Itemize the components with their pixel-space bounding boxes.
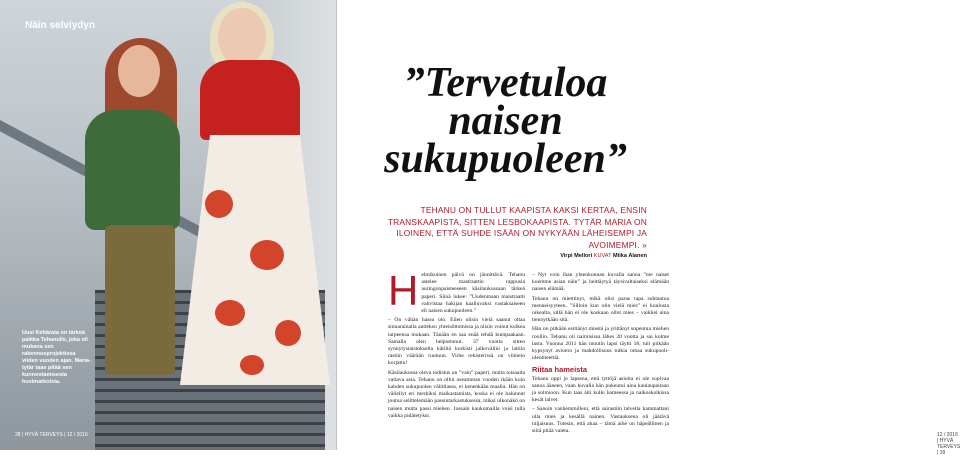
body-column-1	[388, 267, 525, 422]
skirt-flower	[275, 320, 301, 346]
body-text: elmikuinen päivä on jännittävä. Tehanu astelee mastraattin rappusia auringonpaisteeseen käsilaukussaan tärkeä paperi. Siinä lukee: ”Uudenmaan maistraatti vahvistaa hakijan kaaliuvaksi vastaksaiseen eli naisen sukupuoleen.”	[421, 272, 525, 315]
body-paragraph: – Nyt voin ihan yhtenkunnan kuvalla sanoa ”me naiset koemme asian näin” ja heittäytyä täysivaltaiseksi elämään naisen elämää.	[532, 272, 669, 293]
photo-caption: Uusi Kehärata on tärkeä paikka Tehanulle, joka oli mukana sen rakennusprojektissa viiden vuoden ajan. Maria-tytär taas pitää sen kunnostamisesta huvimatkoista.	[22, 330, 91, 385]
tehanu-red-top	[200, 60, 300, 140]
body-paragraph	[388, 267, 525, 315]
page-folio-right: 12 / 2016 | HYVÄ TERVEYS | 39	[937, 432, 960, 456]
byline	[497, 253, 647, 259]
subheading: Riitaa hameista	[532, 365, 588, 375]
body-paragraph: Käsilaukussa oleva todistus on ”vain” paperi, mutta toisaalta valtava asia. Tehanu on ollut useamman vuoden ikään kuin kahden sukupuolen välitilassa, ei kenenkään maalla. Hän on väliellyt eri merkiksi maikastamista, koska ei ole halunnut joutua selittelemään passintarkastuksessa, miksi ulkonäkö on naisen mutta passi miehen. Jossain kaukomailla voisi tulla vaikka pidätetyksi.	[388, 369, 525, 419]
tehanu-face	[218, 8, 266, 66]
body-paragraph: Tehanu on mietttinyt, mikä olisi paras tapa suhtautua menneisyyteen. ”Silloin kun olin vielä mies” ei kuulosta oikealta, sillä hän ei ole koskaan ollut mies – vaikkei aina tiennytkään sitä.	[532, 295, 669, 324]
skirt-flower	[215, 300, 245, 326]
daughter-green-shirt	[85, 110, 180, 230]
standfirst: TEHANU ON TULLUT KAAPISTA KAKSI KERTAA, ENSIN TRANSKAAPISTA, SITTEN LESBOKAAPISTA. TYTÄR MARIA ON ILOINEN, ETTÄ SUHDE ISÄÄN ON NYKYÄÄN LÄHEISEMPI JA AVOIMEMPI. »	[387, 205, 647, 250]
page-folio-left: 38 | HYVÄ TERVEYS | 12 / 2016	[15, 432, 88, 438]
skirt-flower	[205, 190, 233, 218]
body-paragraph: – On vähän hassu olo. Eilen olisin vielä saanut ottaa sinnarainalla autteksu yhteisöttomissa ja olisin voinut kulkea tarpeensa mukaan. Tänään en saa enää tehdä kumpaakaan. Samalla olen helpottunut. 37 vuotta sitten synnytystaistokselta kätiltä kurkisti jalkovälini ja lattiin rastiin väärään ruutuun. Virhe rekisterissä on viimein korjattu!	[388, 317, 525, 367]
skirt-flower	[240, 355, 264, 375]
headline-line: sukupuoleen”	[384, 136, 627, 182]
body-column-2	[532, 272, 669, 437]
drop-cap: H	[388, 267, 419, 314]
writer-name: Virpi Mellori	[560, 253, 593, 259]
headline-line: naisen	[448, 98, 563, 144]
daughter-face	[118, 45, 160, 97]
body-paragraph: Hän on pitkään esittänyt miestä ja yrittänyt sopeutua miehen rooliin. Tehanu oli naimisissa lähes 20 vuotta ja sai kolme lasta. Vuonna 2011 hän muutin lapsi täytti 18, tuli pitkään kypsynyt avioero ja mahdollisuus tutkia omaa sukupuoli-identiteettiä.	[532, 326, 669, 362]
body-paragraph: – Sanoin vanhemmilleni, että sairastiin talvella kammattani ulla mies ja kesällä nainen. Vastauksena oli jäätävä hiljaisuus. Totesin, että ahaa – tämä aihe on häpeällinen ja siitä pitää vaieta.	[532, 406, 669, 435]
photographer-name: Miika Alanen	[613, 253, 647, 259]
skirt-flower	[250, 240, 284, 270]
headline-line: ”Tervetuloa	[403, 60, 608, 106]
body-paragraph: Tehanu oppi jo lapsena, että tyttöjä asioita ei ole sopivaa sanoa ääneen, vaan kuvalla hän pukeutui aina kaulaupaitaan ja solmioon. Kun taas äiti kulki hameessa ja naikoskolkissa kesät talvet.	[532, 375, 669, 404]
section-tag: Näin selviydyn	[25, 20, 96, 31]
daughter-trousers	[105, 225, 175, 375]
photo-role: KUVAT	[593, 253, 612, 259]
cover-photo	[0, 0, 337, 450]
headline	[337, 60, 674, 182]
